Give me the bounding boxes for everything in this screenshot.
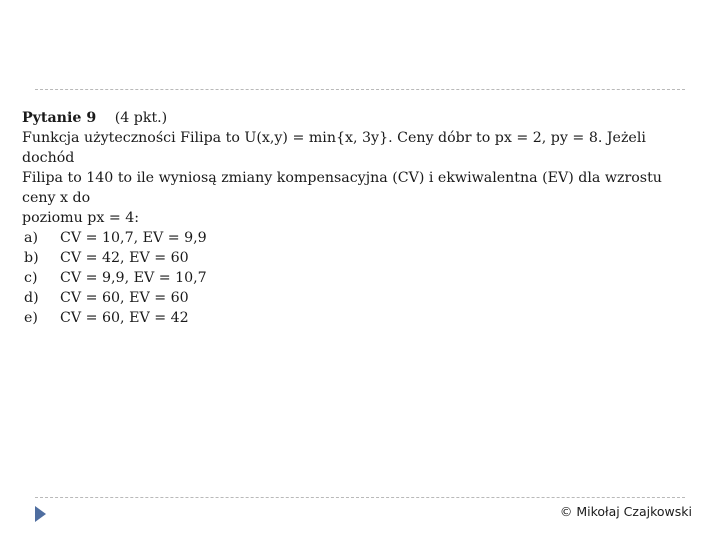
option-text: CV = 10,7, EV = 9,9: [60, 230, 207, 246]
option-text: CV = 9,9, EV = 10,7: [60, 270, 207, 286]
option-e: [22, 308, 682, 328]
answer-options: [22, 228, 682, 328]
question-block: [22, 108, 682, 328]
option-text: CV = 60, EV = 60: [60, 290, 189, 306]
top-divider: [35, 89, 685, 90]
bottom-divider: [35, 497, 685, 498]
option-a: [22, 228, 682, 248]
question-line-1: Funkcja użyteczności Filipa to U(x,y) = min{x, 3y}. Ceny dóbr to px = 2, py = 8. Jeżeli dochód: [22, 130, 646, 166]
option-letter: a): [24, 230, 38, 246]
option-letter: c): [24, 270, 38, 286]
play-arrow-icon[interactable]: [35, 506, 46, 522]
question-points: (4 pkt.): [114, 110, 168, 126]
option-letter: e): [24, 310, 38, 326]
question-line-3: poziomu px = 4:: [22, 210, 140, 226]
question-title: Pytanie 9: [22, 110, 97, 126]
copyright-footer: © Mikołaj Czajkowski: [559, 504, 692, 519]
option-c: [22, 268, 682, 288]
question-header: [22, 108, 682, 128]
option-b: [22, 248, 682, 268]
option-letter: b): [24, 250, 39, 266]
option-text: CV = 42, EV = 60: [60, 250, 189, 266]
option-text: CV = 60, EV = 42: [60, 310, 189, 326]
question-line-2: Filipa to 140 to ile wyniosą zmiany kompensacyjna (CV) i ekwiwalentna (EV) dla wzrostu ceny x do: [22, 170, 662, 206]
option-letter: d): [24, 290, 39, 306]
option-d: [22, 288, 682, 308]
